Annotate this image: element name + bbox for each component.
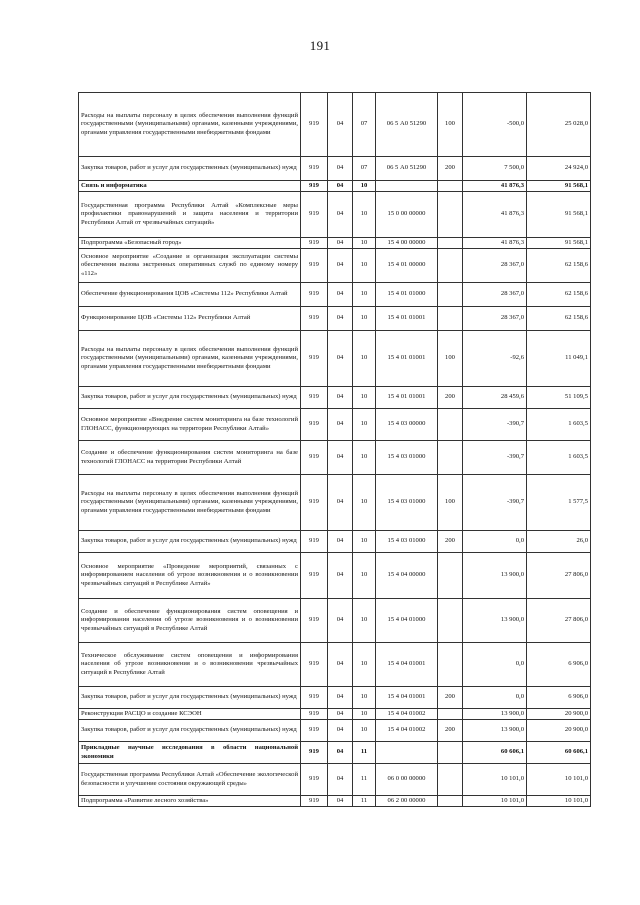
amount-total-cell: 27 806,0 bbox=[527, 553, 591, 599]
target-article-cell: 15 4 04 01000 bbox=[376, 599, 438, 643]
target-article-cell: 15 4 04 01002 bbox=[376, 709, 438, 720]
expense-type-cell bbox=[438, 181, 463, 192]
table-row bbox=[79, 687, 591, 709]
row-name-cell: Закупка товаров, работ и услуг для государственных (муниципальных) нужд bbox=[79, 157, 301, 181]
row-name-cell: Техническое обслуживание систем оповещения и информирования населения об угрозе возникновения и о возникновении чрезвычайных ситуаций в Республике Алтай bbox=[79, 643, 301, 687]
grbs-code-cell: 919 bbox=[301, 331, 328, 387]
row-name-cell: Создание и обеспечение функционирования систем мониторинга на базе технологий ГЛОНАСС на территории Республики Алтай bbox=[79, 441, 301, 475]
expense-type-cell bbox=[438, 764, 463, 796]
subsection-code-cell: 07 bbox=[353, 93, 376, 157]
amount-change-cell: -500,0 bbox=[463, 93, 527, 157]
target-article-cell bbox=[376, 742, 438, 764]
expense-type-cell bbox=[438, 553, 463, 599]
amount-change-cell: 13 900,0 bbox=[463, 720, 527, 742]
grbs-code-cell: 919 bbox=[301, 475, 328, 531]
amount-total-cell: 26,0 bbox=[527, 531, 591, 553]
amount-total-cell: 91 568,1 bbox=[527, 238, 591, 249]
expense-type-cell: 200 bbox=[438, 720, 463, 742]
subsection-code-cell: 10 bbox=[353, 643, 376, 687]
page-number: 191 bbox=[309, 38, 331, 53]
target-article-cell: 06 0 00 00000 bbox=[376, 764, 438, 796]
table-row bbox=[79, 796, 591, 807]
subsection-code-cell: 10 bbox=[353, 307, 376, 331]
grbs-code-cell: 919 bbox=[301, 387, 328, 409]
subsection-code-cell: 10 bbox=[353, 387, 376, 409]
expense-type-cell bbox=[438, 599, 463, 643]
row-name-cell: Закупка товаров, работ и услуг для государственных (муниципальных) нужд bbox=[79, 720, 301, 742]
amount-total-cell: 62 158,6 bbox=[527, 283, 591, 307]
subsection-code-cell: 10 bbox=[353, 687, 376, 709]
table-row bbox=[79, 709, 591, 720]
grbs-code-cell: 919 bbox=[301, 764, 328, 796]
amount-change-cell: 41 876,3 bbox=[463, 181, 527, 192]
grbs-code-cell: 919 bbox=[301, 720, 328, 742]
section-code-cell: 04 bbox=[328, 742, 353, 764]
subsection-code-cell: 10 bbox=[353, 181, 376, 192]
grbs-code-cell: 919 bbox=[301, 283, 328, 307]
amount-change-cell: -390,7 bbox=[463, 409, 527, 441]
row-name-cell: Подпрограмма «Развитие лесного хозяйства» bbox=[79, 796, 301, 807]
subsection-code-cell: 10 bbox=[353, 475, 376, 531]
grbs-code-cell: 919 bbox=[301, 181, 328, 192]
table-row bbox=[79, 249, 591, 283]
row-name-cell: Основное мероприятие «Создание и организация эксплуатации системы обеспечения вызова экстренных оперативных служб по единому номеру «112» bbox=[79, 249, 301, 283]
row-name-cell: Закупка товаров, работ и услуг для государственных (муниципальных) нужд bbox=[79, 387, 301, 409]
grbs-code-cell: 919 bbox=[301, 687, 328, 709]
amount-change-cell: -390,7 bbox=[463, 475, 527, 531]
amount-change-cell: 0,0 bbox=[463, 531, 527, 553]
amount-total-cell: 10 101,0 bbox=[527, 796, 591, 807]
table-row bbox=[79, 93, 591, 157]
grbs-code-cell: 919 bbox=[301, 409, 328, 441]
target-article-cell: 15 4 03 01000 bbox=[376, 531, 438, 553]
amount-change-cell: 10 101,0 bbox=[463, 796, 527, 807]
expense-type-cell bbox=[438, 249, 463, 283]
amount-change-cell: 28 367,0 bbox=[463, 283, 527, 307]
target-article-cell: 15 4 03 01000 bbox=[376, 475, 438, 531]
table-row bbox=[79, 531, 591, 553]
row-name-cell: Основное мероприятие «Внедрение систем мониторинга на базе технологий ГЛОНАСС, функционирующих на территории Республики Алтай» bbox=[79, 409, 301, 441]
amount-change-cell: 28 367,0 bbox=[463, 307, 527, 331]
subsection-code-cell: 10 bbox=[353, 720, 376, 742]
target-article-cell: 06 2 00 00000 bbox=[376, 796, 438, 807]
table-row bbox=[79, 475, 591, 531]
amount-total-cell: 91 568,1 bbox=[527, 192, 591, 238]
target-article-cell: 15 4 03 01000 bbox=[376, 441, 438, 475]
target-article-cell: 06 5 А0 51290 bbox=[376, 93, 438, 157]
subsection-code-cell: 10 bbox=[353, 238, 376, 249]
amount-total-cell: 51 109,5 bbox=[527, 387, 591, 409]
row-name-cell: Реконструкция РАСЦО и создание КСЭОН bbox=[79, 709, 301, 720]
row-name-cell: Расходы на выплаты персоналу в целях обеспечения выполнения функций государственными (муниципальными) органами, казенными учреждениями, органами управления государственными внебюджетными фондами bbox=[79, 93, 301, 157]
section-code-cell: 04 bbox=[328, 387, 353, 409]
subsection-code-cell: 11 bbox=[353, 742, 376, 764]
subsection-code-cell: 10 bbox=[353, 409, 376, 441]
table-row bbox=[79, 409, 591, 441]
table-row bbox=[79, 441, 591, 475]
amount-total-cell: 1 577,5 bbox=[527, 475, 591, 531]
row-name-cell: Функционирование ЦОВ «Системы 112» Республики Алтай bbox=[79, 307, 301, 331]
expense-type-cell: 200 bbox=[438, 387, 463, 409]
section-code-cell: 04 bbox=[328, 331, 353, 387]
section-code-cell: 04 bbox=[328, 93, 353, 157]
amount-total-cell: 6 906,0 bbox=[527, 687, 591, 709]
target-article-cell: 15 4 04 01001 bbox=[376, 643, 438, 687]
section-code-cell: 04 bbox=[328, 238, 353, 249]
grbs-code-cell: 919 bbox=[301, 307, 328, 331]
amount-change-cell: 7 500,0 bbox=[463, 157, 527, 181]
section-code-cell: 04 bbox=[328, 307, 353, 331]
expense-type-cell: 200 bbox=[438, 157, 463, 181]
subsection-code-cell: 10 bbox=[353, 283, 376, 307]
section-code-cell: 04 bbox=[328, 687, 353, 709]
expense-type-cell bbox=[438, 643, 463, 687]
row-name-cell: Расходы на выплаты персоналу в целях обеспечения выполнения функций государственными (муниципальными) органами, казенными учреждениями, органами управления государственными внебюджетными фондами bbox=[79, 475, 301, 531]
expense-type-cell bbox=[438, 409, 463, 441]
grbs-code-cell: 919 bbox=[301, 531, 328, 553]
table-row bbox=[79, 192, 591, 238]
subsection-code-cell: 10 bbox=[353, 441, 376, 475]
row-name-cell: Создание и обеспечение функционирования систем оповещения и информирования населения об угрозе возникновения и о возникновении чрезвычайных ситуаций в Республике Алтай bbox=[79, 599, 301, 643]
expense-type-cell bbox=[438, 742, 463, 764]
row-name-cell: Закупка товаров, работ и услуг для государственных (муниципальных) нужд bbox=[79, 687, 301, 709]
expense-type-cell bbox=[438, 283, 463, 307]
target-article-cell: 15 4 00 00000 bbox=[376, 238, 438, 249]
grbs-code-cell: 919 bbox=[301, 93, 328, 157]
expense-type-cell: 200 bbox=[438, 531, 463, 553]
subsection-code-cell: 10 bbox=[353, 331, 376, 387]
amount-change-cell: -390,7 bbox=[463, 441, 527, 475]
expense-type-cell bbox=[438, 441, 463, 475]
target-article-cell: 15 4 04 01002 bbox=[376, 720, 438, 742]
table-row bbox=[79, 307, 591, 331]
subsection-code-cell: 10 bbox=[353, 249, 376, 283]
row-name-cell: Государственная программа Республики Алтай «Обеспечение экологической безопасности и улучшение состояния окружающей среды» bbox=[79, 764, 301, 796]
grbs-code-cell: 919 bbox=[301, 192, 328, 238]
section-code-cell: 04 bbox=[328, 599, 353, 643]
expense-type-cell bbox=[438, 238, 463, 249]
subsection-code-cell: 10 bbox=[353, 553, 376, 599]
amount-change-cell: 28 367,0 bbox=[463, 249, 527, 283]
amount-total-cell: 6 906,0 bbox=[527, 643, 591, 687]
row-name-cell: Связь и информатика bbox=[79, 181, 301, 192]
grbs-code-cell: 919 bbox=[301, 709, 328, 720]
amount-total-cell: 1 603,5 bbox=[527, 441, 591, 475]
target-article-cell: 15 4 01 01001 bbox=[376, 331, 438, 387]
expense-type-cell bbox=[438, 192, 463, 238]
amount-total-cell: 10 101,0 bbox=[527, 764, 591, 796]
grbs-code-cell: 919 bbox=[301, 599, 328, 643]
grbs-code-cell: 919 bbox=[301, 249, 328, 283]
section-code-cell: 04 bbox=[328, 643, 353, 687]
expense-type-cell bbox=[438, 709, 463, 720]
grbs-code-cell: 919 bbox=[301, 553, 328, 599]
row-name-cell: Основное мероприятие «Проведение мероприятий, связанных с информированием населения об угрозе возникновения и о возникновении чрезвычайных ситуаций в Республике Алтай» bbox=[79, 553, 301, 599]
target-article-cell: 15 4 01 01000 bbox=[376, 283, 438, 307]
subsection-code-cell: 10 bbox=[353, 599, 376, 643]
expense-type-cell bbox=[438, 307, 463, 331]
amount-total-cell: 20 900,0 bbox=[527, 720, 591, 742]
row-name-cell: Закупка товаров, работ и услуг для государственных (муниципальных) нужд bbox=[79, 531, 301, 553]
amount-total-cell: 24 924,0 bbox=[527, 157, 591, 181]
target-article-cell: 15 4 01 01001 bbox=[376, 307, 438, 331]
amount-change-cell: 0,0 bbox=[463, 687, 527, 709]
target-article-cell: 15 4 01 01001 bbox=[376, 387, 438, 409]
target-article-cell: 06 5 А0 51290 bbox=[376, 157, 438, 181]
row-name-cell: Государственная программа Республики Алтай «Комплексные меры профилактики правонарушений и защита населения и территории Республики Алтай от чрезвычайных ситуаций» bbox=[79, 192, 301, 238]
section-code-cell: 04 bbox=[328, 553, 353, 599]
budget-table bbox=[78, 92, 591, 807]
section-code-cell: 04 bbox=[328, 796, 353, 807]
table-row bbox=[79, 238, 591, 249]
amount-change-cell: 13 900,0 bbox=[463, 553, 527, 599]
section-code-cell: 04 bbox=[328, 157, 353, 181]
grbs-code-cell: 919 bbox=[301, 441, 328, 475]
expense-type-cell: 100 bbox=[438, 93, 463, 157]
section-code-cell: 04 bbox=[328, 709, 353, 720]
expense-type-cell: 200 bbox=[438, 687, 463, 709]
section-code-cell: 04 bbox=[328, 441, 353, 475]
amount-change-cell: 10 101,0 bbox=[463, 764, 527, 796]
amount-change-cell: -92,6 bbox=[463, 331, 527, 387]
grbs-code-cell: 919 bbox=[301, 796, 328, 807]
table-row bbox=[79, 720, 591, 742]
subsection-code-cell: 10 bbox=[353, 531, 376, 553]
section-code-cell: 04 bbox=[328, 283, 353, 307]
amount-total-cell: 27 806,0 bbox=[527, 599, 591, 643]
amount-change-cell: 0,0 bbox=[463, 643, 527, 687]
target-article-cell: 15 0 00 00000 bbox=[376, 192, 438, 238]
grbs-code-cell: 919 bbox=[301, 643, 328, 687]
amount-change-cell: 60 606,1 bbox=[463, 742, 527, 764]
amount-change-cell: 41 876,3 bbox=[463, 192, 527, 238]
table-row bbox=[79, 283, 591, 307]
expense-type-cell: 100 bbox=[438, 331, 463, 387]
subsection-code-cell: 11 bbox=[353, 796, 376, 807]
row-name-cell: Расходы на выплаты персоналу в целях обеспечения выполнения функций государственными (муниципальными) органами, казенными учреждениями, органами управления государственными внебюджетными фондами bbox=[79, 331, 301, 387]
expense-type-cell bbox=[438, 796, 463, 807]
target-article-cell bbox=[376, 181, 438, 192]
target-article-cell: 15 4 04 00000 bbox=[376, 553, 438, 599]
subsection-code-cell: 07 bbox=[353, 157, 376, 181]
amount-total-cell: 25 028,0 bbox=[527, 93, 591, 157]
amount-total-cell: 62 158,6 bbox=[527, 249, 591, 283]
table-row bbox=[79, 387, 591, 409]
subsection-code-cell: 10 bbox=[353, 192, 376, 238]
grbs-code-cell: 919 bbox=[301, 238, 328, 249]
section-code-cell: 04 bbox=[328, 531, 353, 553]
section-code-cell: 04 bbox=[328, 720, 353, 742]
amount-total-cell: 91 568,1 bbox=[527, 181, 591, 192]
amount-total-cell: 1 603,5 bbox=[527, 409, 591, 441]
table-row bbox=[79, 157, 591, 181]
amount-change-cell: 28 459,6 bbox=[463, 387, 527, 409]
table-row bbox=[79, 643, 591, 687]
amount-total-cell: 62 158,6 bbox=[527, 307, 591, 331]
expense-type-cell: 100 bbox=[438, 475, 463, 531]
amount-change-cell: 41 876,3 bbox=[463, 238, 527, 249]
subsection-code-cell: 10 bbox=[353, 709, 376, 720]
section-code-cell: 04 bbox=[328, 409, 353, 441]
table-row bbox=[79, 764, 591, 796]
target-article-cell: 15 4 03 00000 bbox=[376, 409, 438, 441]
section-code-cell: 04 bbox=[328, 192, 353, 238]
section-code-cell: 04 bbox=[328, 475, 353, 531]
row-name-cell: Обеспечение функционирования ЦОВ «Системы 112» Республики Алтай bbox=[79, 283, 301, 307]
section-code-cell: 04 bbox=[328, 249, 353, 283]
section-code-cell: 04 bbox=[328, 764, 353, 796]
table-row bbox=[79, 181, 591, 192]
table-row bbox=[79, 331, 591, 387]
target-article-cell: 15 4 01 00000 bbox=[376, 249, 438, 283]
target-article-cell: 15 4 04 01001 bbox=[376, 687, 438, 709]
amount-total-cell: 20 900,0 bbox=[527, 709, 591, 720]
subsection-code-cell: 11 bbox=[353, 764, 376, 796]
amount-change-cell: 13 900,0 bbox=[463, 709, 527, 720]
amount-total-cell: 11 049,1 bbox=[527, 331, 591, 387]
amount-change-cell: 13 900,0 bbox=[463, 599, 527, 643]
amount-total-cell: 60 606,1 bbox=[527, 742, 591, 764]
table-row bbox=[79, 553, 591, 599]
grbs-code-cell: 919 bbox=[301, 157, 328, 181]
table-row bbox=[79, 599, 591, 643]
grbs-code-cell: 919 bbox=[301, 742, 328, 764]
section-code-cell: 04 bbox=[328, 181, 353, 192]
row-name-cell: Прикладные научные исследования в области национальной экономики bbox=[79, 742, 301, 764]
table-body bbox=[79, 93, 591, 807]
row-name-cell: Подпрограмма «Безопасный город» bbox=[79, 238, 301, 249]
table-row bbox=[79, 742, 591, 764]
